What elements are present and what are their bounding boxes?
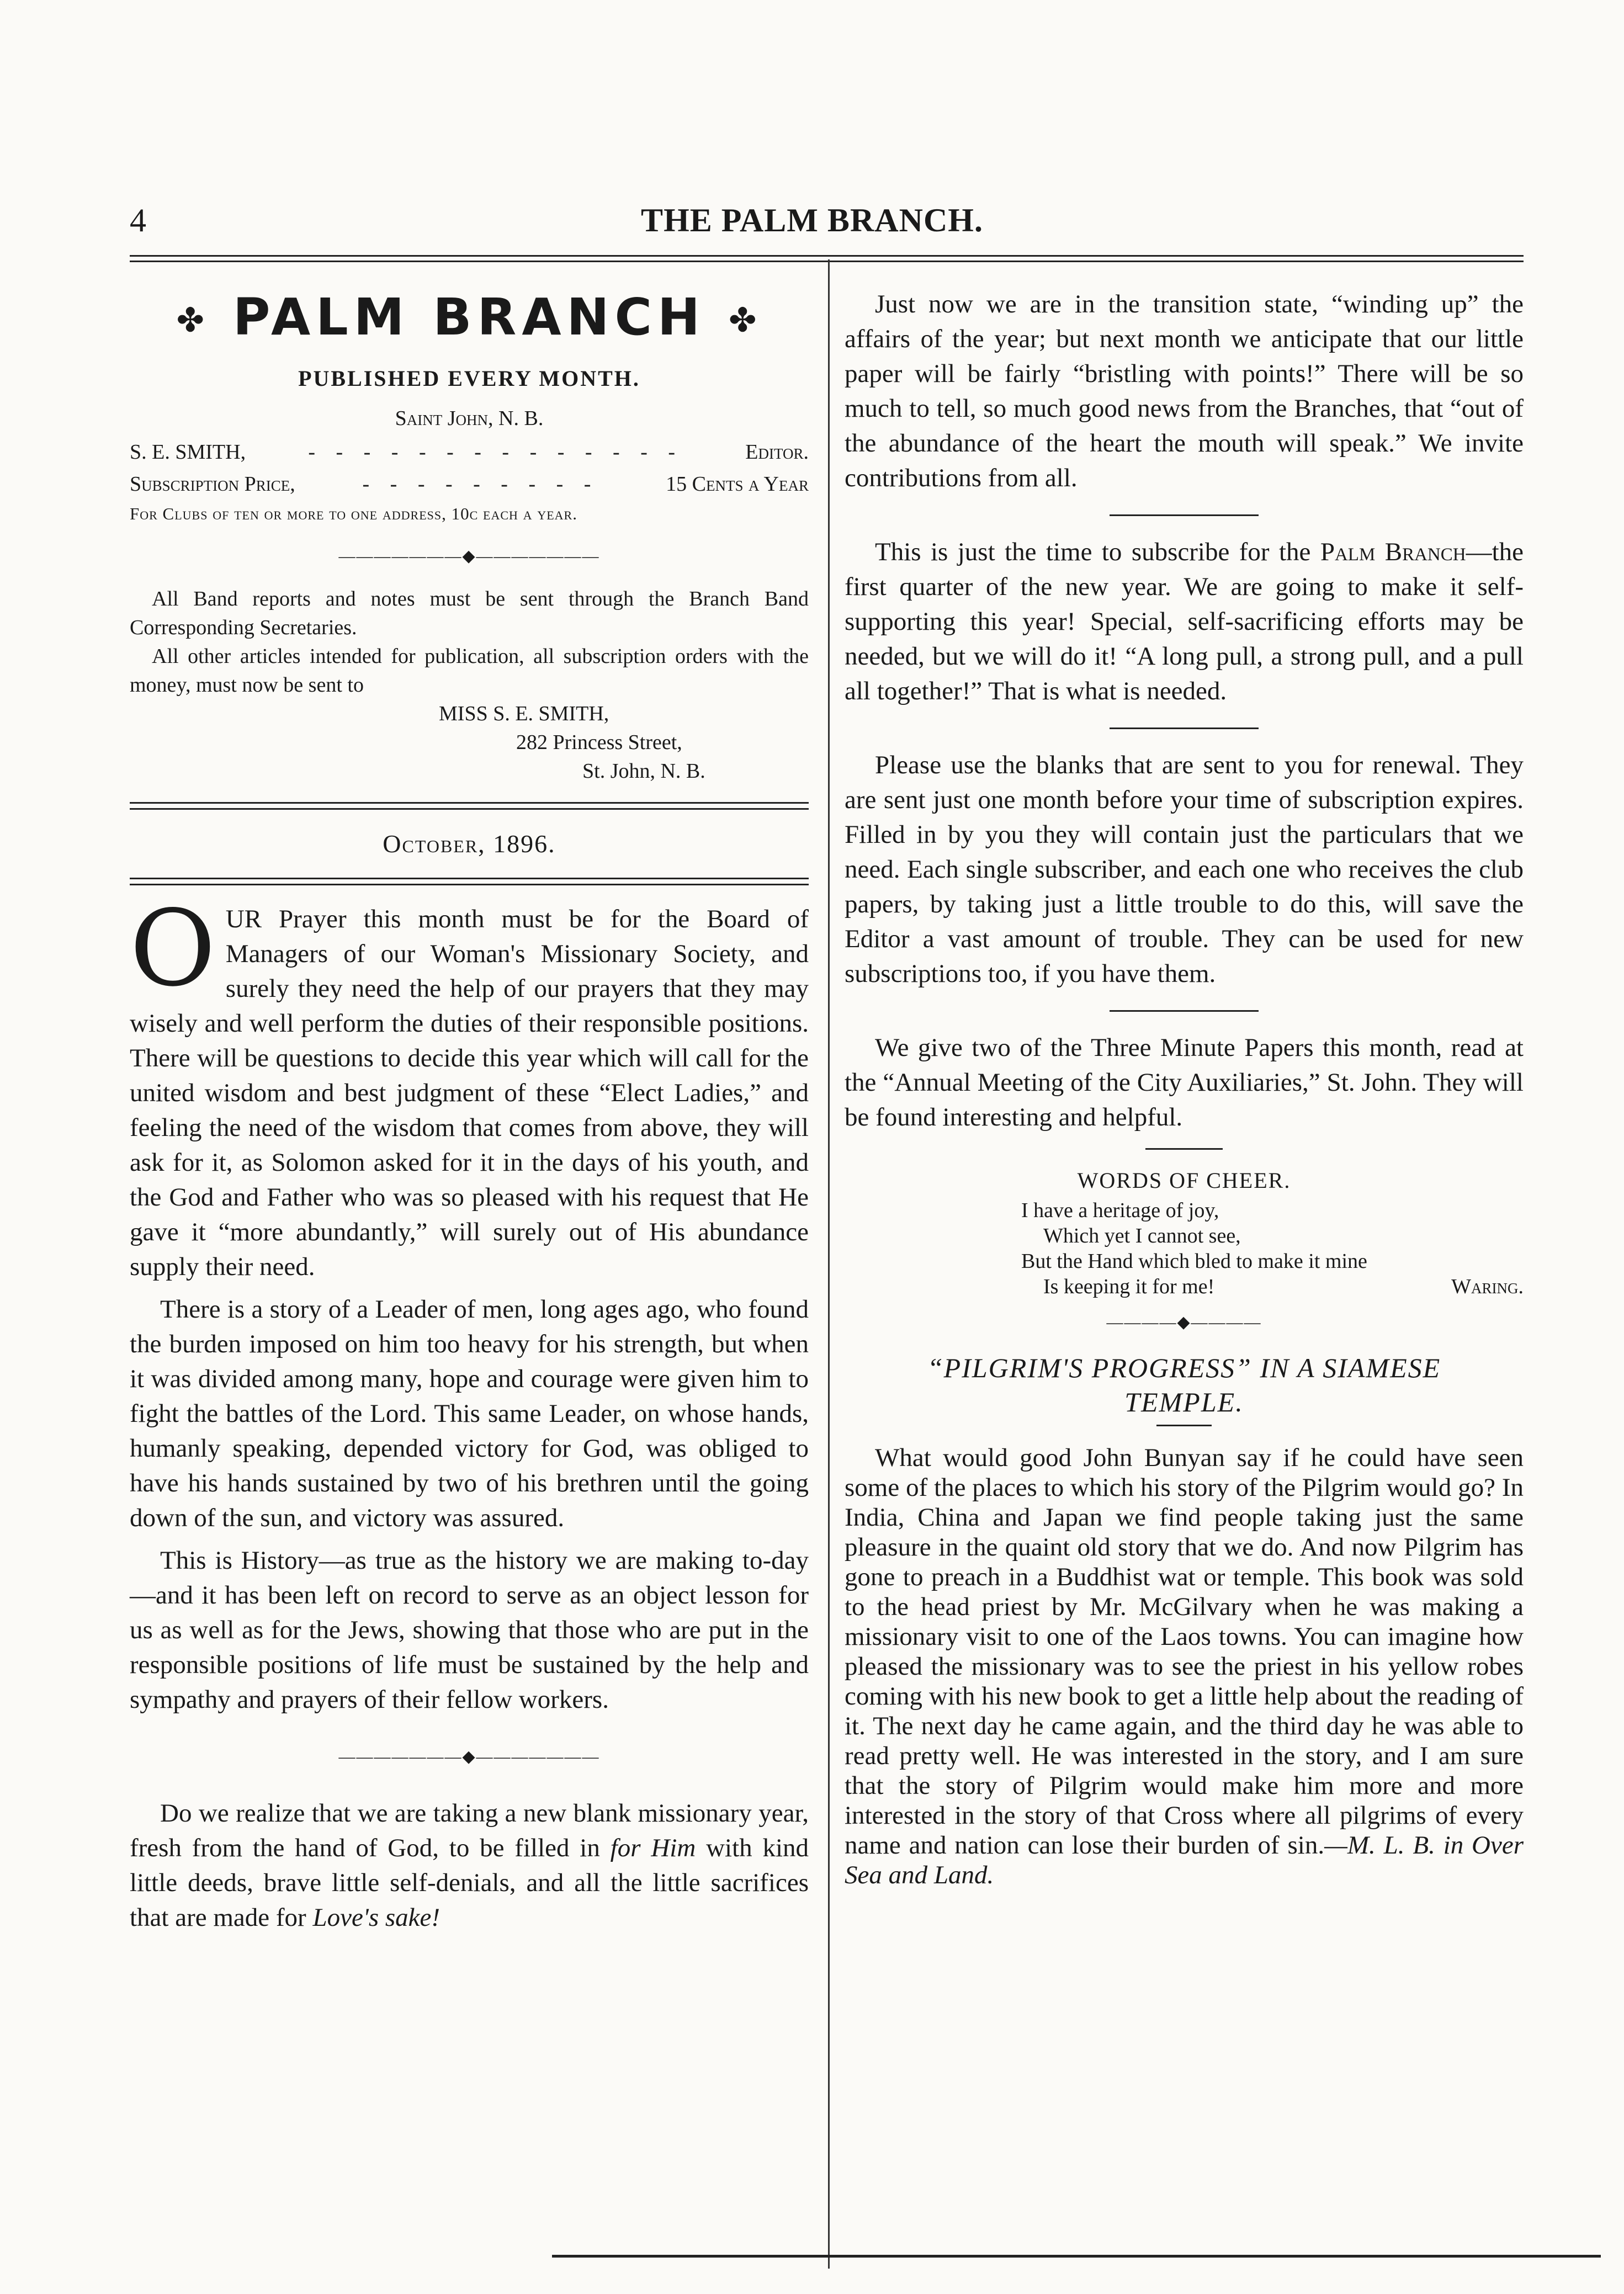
- double-rule: [130, 802, 809, 810]
- editor-role: Editor.: [745, 440, 809, 464]
- cheer-title: WORDS OF CHEER.: [1077, 1168, 1291, 1193]
- editor-row: [130, 436, 809, 468]
- page-number: 4: [130, 202, 146, 238]
- poem-line-last: [1021, 1274, 1524, 1299]
- new-year-text-2: with kind little deeds, brave little self-denials, and all the little sacrifices that are made for: [130, 1833, 809, 1932]
- clubs-line: For Clubs of ten or more to one address, 10c each a year.: [130, 503, 577, 523]
- published-line: PUBLISHED EVERY MONTH.: [298, 365, 640, 391]
- leader-paragraph: There is a story of a Leader of men, long ages ago, who found the burden imposed on him too heavy for his strength, but when it was divided among many, hope and courage were given him to fight the battles of the Lord. This same Leader, on whose hands, humanly speaking, depended victory for God, was obliged to have his hands sustained by two of his brethren until the going down of the sun, and victory was assured.: [130, 1294, 809, 1532]
- article-title: [845, 1351, 1524, 1419]
- masthead-name: PALM BRANCH: [232, 288, 706, 347]
- blanks-paragraph: Please use the blanks that are sent to you for renewal. They are sent just one month before your time of subscription expires. Filled in by you they will contain just the particulars that we need. Each single subscriber, and each one who receives the club papers, by taking just a little trouble to do this, will save the Editor a vast amount of trouble. They can be used for new subscriptions too, if you have them.: [845, 751, 1524, 988]
- city-line: Saint John, N. B.: [395, 406, 544, 430]
- masthead-title: [130, 287, 809, 351]
- price-value: 15 Cents a Year: [666, 472, 809, 496]
- leader-dots: - - - - - - - - - - - - - -: [308, 440, 683, 464]
- left-column: [130, 287, 809, 1943]
- poem-line: Which yet I cannot see,: [1043, 1224, 1241, 1247]
- prayer-text: UR Prayer this month must be for the Board of Managers of our Woman's Missionary Society, and surely they need the help of our prayers that they may wisely and well perform the duties of their responsible positions. There will be questions to decide this year which will call for the united wisdom and best judgment of these “Elect Ladies,” and feeling the need of the wisdom that comes from above, they will ask for it, as Solomon asked for it in the days of his youth, and the God and Father who was so pleased with his request that He gave it “more abundantly,” will surely out of His abundance supply their need.: [130, 904, 809, 1281]
- ornament-rule: ————◆————: [1106, 1313, 1262, 1331]
- new-year-text-1: Do we realize that we are taking a new blank missionary year, fresh from the hand of God, to be filled in: [130, 1798, 809, 1862]
- papers-paragraph: We give two of the Three Minute Papers this month, read at the “Annual Meeting of the City Auxiliaries,” St. John. They will be found interesting and helpful.: [845, 1033, 1524, 1132]
- separator: [1110, 728, 1259, 729]
- price-label: Subscription Price,: [130, 472, 295, 496]
- column-divider: [828, 259, 830, 2269]
- prayer-paragraph: [130, 887, 809, 1284]
- poem-line: I have a heritage of joy,: [1021, 1199, 1219, 1222]
- history-paragraph: This is History—as true as the history we are making to-day—and it has been left on record to serve as an object lesson for us as well as for the Jews, showing that those who are put in the responsible positions of life must be sustained by the help and sympathy and prayers of their fellow workers.: [130, 1546, 809, 1714]
- article-text: What would good John Bunyan say if he could have seen some of the places to which his story of the Pilgrim would go? In India, China and Japan we find people taking just the same pleasure in the quaint old story that we do. And now Pilgrim has gone to preach in a Buddhist wat or temple. This book was sold to the head priest by Mr. McGilvary when he was making a missionary visit to one of the Laos towns. You can imagine how pleased the missionary was to see the priest in his yellow robes coming with his new book to get a little help about the reading of it. The next day he came again, and the third day he was able to read pretty well. He was interested in the story, and I am sure that the story of Pilgrim would make him more and more interested in the story of that Cross where all pilgrims of every name and nation can lose their burden of sin.: [845, 1443, 1524, 1860]
- subscribe-paragraph: [845, 535, 1524, 709]
- subscribe-text-2: —the first quarter of the new year. We are going to make it self-supporting this year! Special, self-sacrificing efforts may be needed, but we will do it! “A long pull, a strong pull, and a pull all together!” That is what is needed.: [845, 538, 1524, 705]
- leader-dots: - - - - - - - - -: [362, 472, 599, 496]
- footer-rule: [552, 2255, 1601, 2258]
- article-credit: —M. L. B. in Over Sea and Land.: [845, 1831, 1524, 1889]
- address-name: MISS S. E. SMITH,: [439, 702, 609, 725]
- poem-author: Waring.: [1451, 1275, 1524, 1298]
- subscribe-paper-name: Palm Branch: [1320, 538, 1466, 566]
- separator: [1110, 1010, 1259, 1012]
- double-rule: [130, 878, 809, 885]
- article-title-line-1: “PILGRIM'S PROGRESS” IN A SIAMESE: [927, 1352, 1441, 1383]
- separator: [1145, 1148, 1223, 1150]
- ornament-icon: ✤: [176, 301, 210, 340]
- separator: [1110, 514, 1259, 516]
- article-paragraph: [845, 1443, 1524, 1890]
- right-column: [845, 287, 1524, 1898]
- editor-name: S. E. SMITH,: [130, 440, 246, 464]
- running-title: THE PALM BRANCH.: [641, 202, 983, 238]
- poem-line: Is keeping it for me!: [1043, 1275, 1215, 1298]
- band-note: All Band reports and notes must be sent through the Branch Band Corresponding Secretaries.: [130, 587, 809, 639]
- transition-paragraph: Just now we are in the transition state, “winding up” the affairs of the year; but next month we anticipate that our little paper will be fairly “bristling with points!” There will be so much to tell, so much good news from the Branches, that “out of the abundance of the heart the mouth will speak.” We invite contributions from all.: [845, 290, 1524, 492]
- header-rule-2: [130, 261, 1524, 262]
- new-year-italic: for Him: [610, 1833, 696, 1862]
- ornament-icon: ✤: [729, 301, 762, 340]
- ornament-rule: ———————◆———————: [338, 1747, 600, 1766]
- issue-date: October, 1896.: [383, 829, 556, 858]
- new-year-paragraph: [130, 1796, 809, 1935]
- poem: [1021, 1198, 1524, 1299]
- header-rule: [130, 255, 1524, 257]
- new-year-italic-end: Love's sake!: [312, 1903, 441, 1932]
- price-row: [130, 468, 809, 500]
- poem-line: But the Hand which bled to make it mine: [1021, 1250, 1367, 1273]
- address-street: 282 Princess Street,: [516, 730, 682, 754]
- drop-cap: O: [130, 887, 216, 1010]
- address-city: St. John, N. B.: [582, 759, 705, 783]
- article-title-line-2: TEMPLE.: [1124, 1387, 1244, 1417]
- address-block: [130, 699, 809, 785]
- short-rule: [1156, 1425, 1212, 1426]
- ornament-rule: ———————◆———————: [338, 546, 600, 565]
- other-note: All other articles intended for publication, all subscription orders with the money, must now be sent to: [130, 644, 809, 697]
- subscribe-text-1: This is just the time to subscribe for the: [875, 538, 1311, 566]
